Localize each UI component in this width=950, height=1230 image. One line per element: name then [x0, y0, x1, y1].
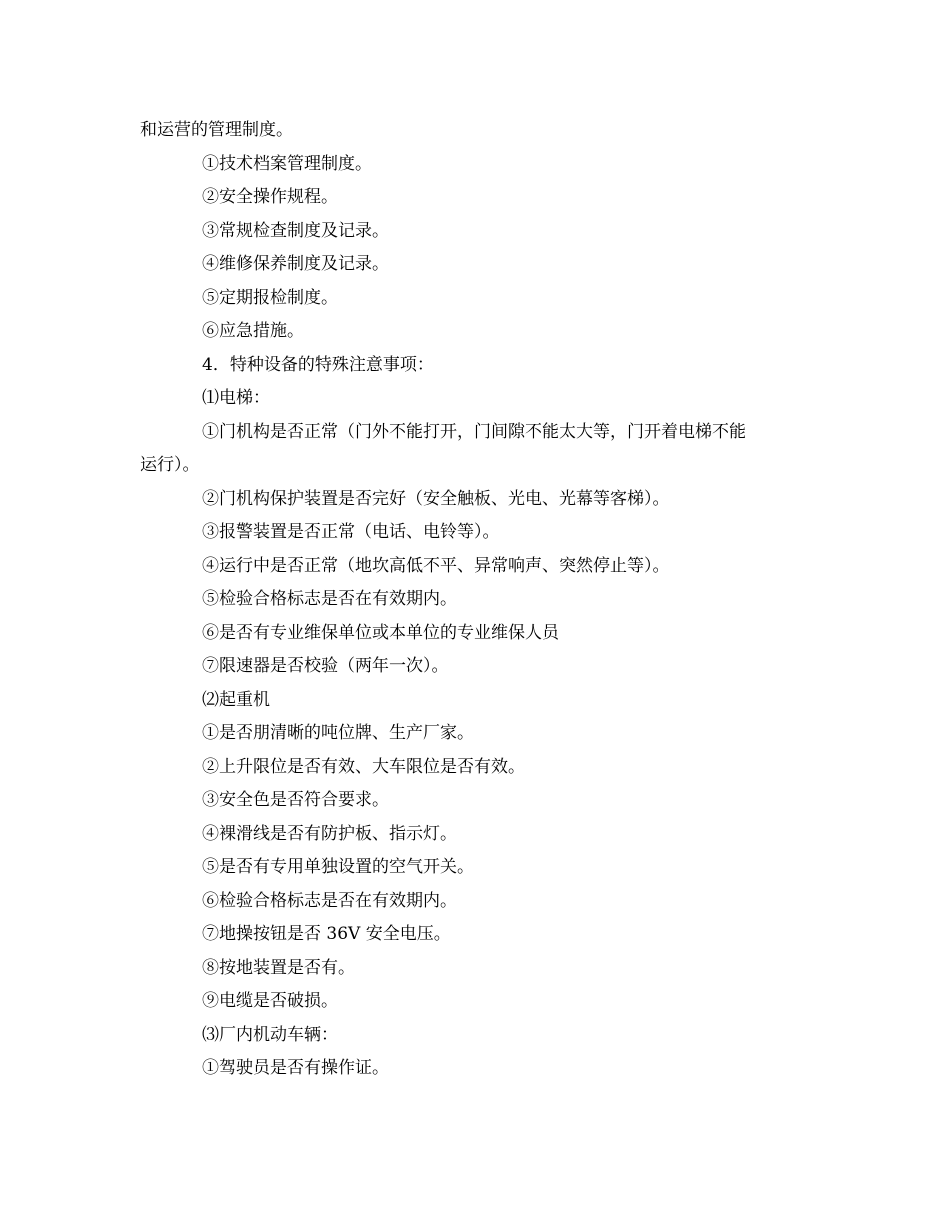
text-line: ⑧按地装置是否有。: [202, 957, 355, 978]
text-line: ⑤定期报检制度。: [202, 287, 338, 308]
text-line: ⑵起重机: [202, 689, 270, 710]
text-line: 4．特种设备的特殊注意事项：: [202, 354, 434, 375]
text-line: ⑥是否有专业维保单位或本单位的专业维保人员: [202, 622, 559, 643]
text-line: ⑥检验合格标志是否在有效期内。: [202, 890, 457, 911]
text-line: 运行）。: [140, 455, 200, 475]
text-line: ②上升限位是否有效、大车限位是否有效。: [202, 756, 525, 777]
text-line: ⑤是否有专用单独设置的空气开关。: [202, 857, 474, 877]
text-line: ④运行中是否正常（地坎高低不平、异常响声、突然停止等）。: [202, 555, 670, 576]
text-line: ②门机构保护装置是否完好（安全触板、光电、光幕等客梯）。: [202, 488, 670, 509]
text-line: 和运营的管理制度。: [140, 120, 293, 140]
text-line: ③安全色是否符合要求。: [202, 790, 389, 810]
text-line: ②安全操作规程。: [202, 187, 338, 207]
text-line: ①驾驶员是否有操作证。: [202, 1058, 389, 1078]
text-line: ①是否朋清晰的吨位牌、生产厂家。: [202, 723, 474, 743]
document-body: [140, 114, 820, 1086]
text-line: ④维修保养制度及记录。: [202, 254, 389, 274]
text-line: ⑦限速器是否校验（两年一次）。: [202, 656, 449, 676]
text-line: ⑴电梯：: [202, 388, 270, 408]
text-line: ⑦地操按钮是否 36V 安全电压。: [202, 924, 451, 944]
text-line: ③报警装置是否正常（电话、电铃等）。: [202, 522, 500, 542]
text-line: ⑤检验合格标志是否在有效期内。: [202, 589, 457, 609]
text-line: ①技术档案管理制度。: [202, 153, 372, 174]
text-line: ①门机构是否正常（门外不能打开，门间隙不能太大等，门开着电梯不能: [202, 421, 746, 442]
text-line: ⑶厂内机动车辆：: [202, 1024, 338, 1045]
text-line: ⑥应急措施。: [202, 321, 304, 341]
text-line: ③常规检查制度及记录。: [202, 220, 389, 241]
text-line: ⑨电缆是否破损。: [202, 991, 338, 1011]
text-line: ④裸滑线是否有防护板、指示灯。: [202, 823, 457, 844]
